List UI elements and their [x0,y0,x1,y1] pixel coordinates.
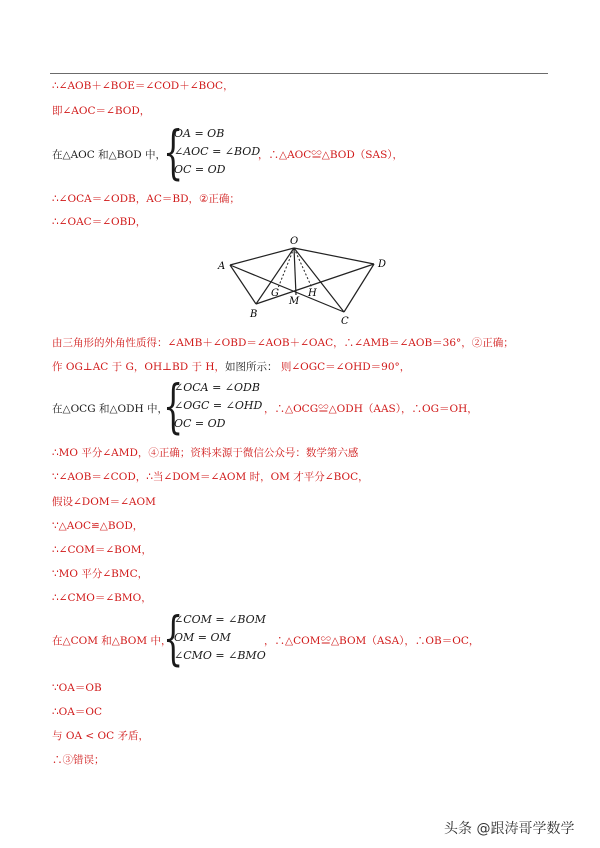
text-span: 作 OG⊥AC 于 G，OH⊥BD 于 H， [52,361,225,373]
left-brace: { [163,604,184,672]
point-label-h: H [308,288,317,299]
system-line: OC = OD [174,163,226,176]
geometry-diagram [216,234,396,326]
system-line: ∠COM = ∠BOM [174,613,266,626]
text-line: ∴∠AOB＋∠BOE＝∠COD＋∠BOC， [52,80,234,92]
text-line: 在△AOC 和△BOD 中， [52,149,166,161]
text-line: ∵OA＝OB [52,682,102,694]
text-line [52,360,410,374]
text-line: ∴∠CMO＝∠BMO， [52,592,152,604]
text-line: ∵∠AOB＝∠COD，∴当∠DOM＝∠AOM 时，OM 才平分∠BOC， [52,471,369,483]
point-label-b: B [250,309,258,320]
system-line: OA = OB [174,127,225,140]
watermark: 头条 @跟涛哥学数学 [444,821,575,837]
text-line: ∴∠COM＝∠BOM， [52,544,152,556]
system-line: ∠OGC = ∠OHD [174,399,263,412]
system-line: OC = OD [174,417,226,430]
text-line: 在△OCG 和△ODH 中， [52,403,169,415]
text-line: 在△COM 和△BOM 中， [52,635,172,647]
text-line: ∴∠OCA＝∠ODB，AC＝BD，②正确； [52,193,240,205]
text-line: ，∴△OCG≌△ODH（AAS），∴OG＝OH， [264,403,478,415]
text-span: 则∠OGC＝∠OHD＝90°， [280,361,411,373]
text-line: 由三角形的外角性质得：∠AMB＋∠OBD＝∠AOB＋∠OAC，∴∠AMB＝∠AOB＝36°，②正确； [52,337,514,349]
system-line: OM = OM [174,631,231,644]
text-line: 即∠AOC＝∠BOD， [52,105,151,117]
point-label-c: C [341,316,349,326]
text-line: 假设∠DOM＝∠AOM [52,496,156,508]
text-line: ∵△AOC≌△BOD， [52,520,144,532]
text-line: ∴MO 平分∠AMD，④正确；资料来源于微信公众号：数学第六感 [52,447,359,459]
system-line: ∠AOC = ∠BOD [174,145,261,158]
text-line: ，∴△AOC≌△BOD（SAS）， [258,149,404,161]
point-label-m: M [289,296,300,307]
geometry-figure [216,234,396,330]
text-line: 与 OA < OC 矛盾， [52,730,149,742]
text-line: ∴③错误； [52,754,105,766]
text-line: ∵MO 平分∠BMC， [52,568,149,580]
text-span: 如图所示： [225,361,278,373]
text-line: ∴OA＝OC [52,706,103,718]
left-brace: { [163,372,184,440]
text-line: ，∴△COM≌△BOM（ASA），∴OB＝OC， [264,635,480,647]
point-label-a: A [218,261,226,272]
left-brace: { [163,118,184,186]
text-line: ∴∠OAC＝∠OBD， [52,216,147,228]
point-label-o: O [290,236,299,247]
point-label-g: G [271,288,279,299]
system-line: ∠CMO = ∠BMO [174,649,266,662]
header-rule [50,73,548,74]
point-label-d: D [378,259,387,270]
system-line: ∠OCA = ∠ODB [174,381,260,394]
